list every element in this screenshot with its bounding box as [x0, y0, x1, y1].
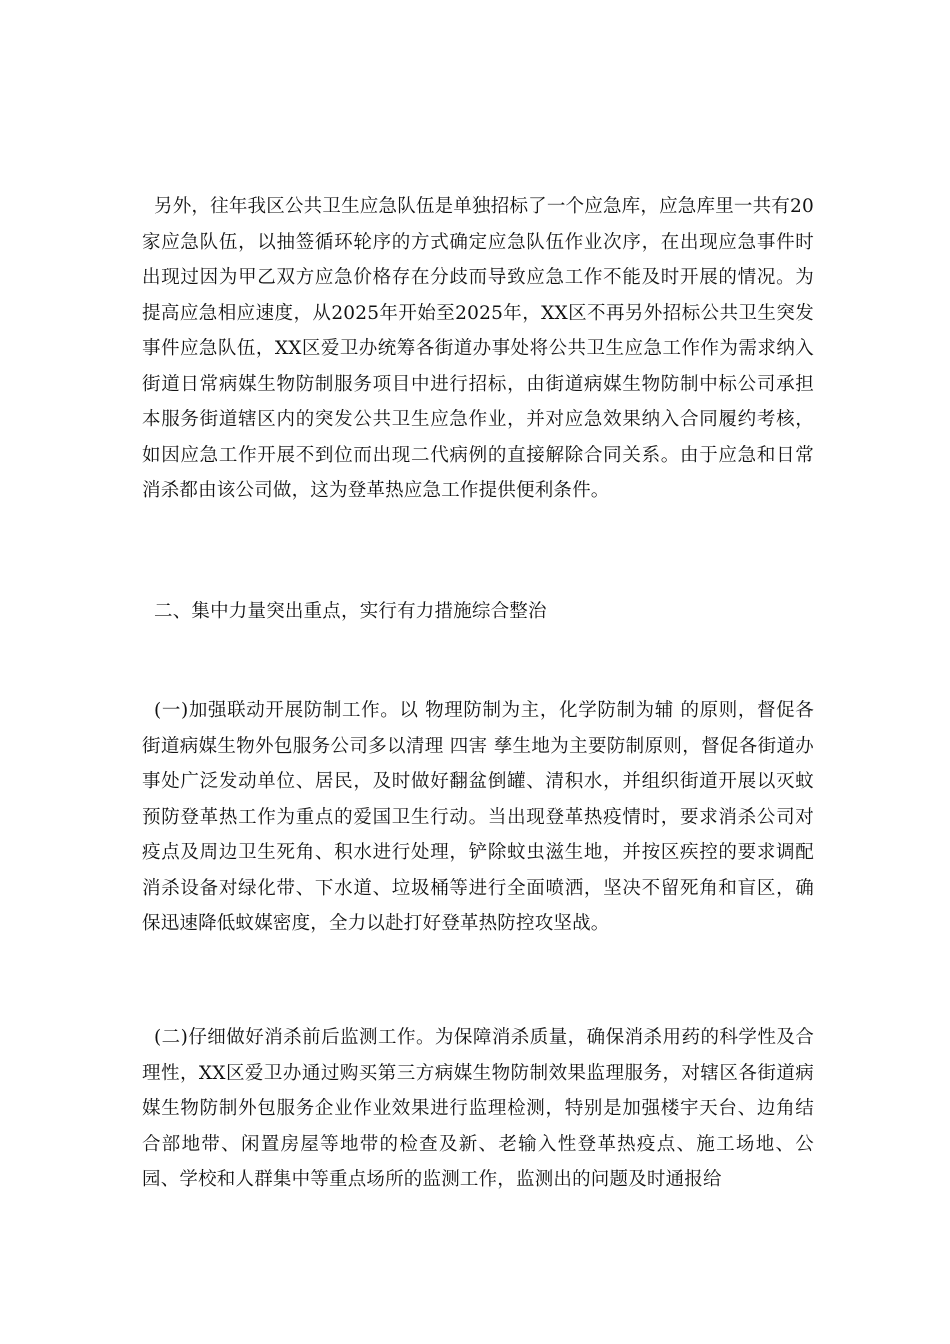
- paragraph-joint-control: (一)加强联动开展防制工作。以 物理防制为主，化学防制为辅 的原则，督促各街道病媒生物外包服务公司多以清理 四害 孳生地为主要防制原则，督促各街道办事处广泛发动单位、居民，及时做好翻盆倒罐、清积水，并组织街道开展以灭蚊预防登革热工作为重点的爱国卫生行动。当出现登革热疫情时，要求消杀公司对疫点及周边卫生死角、积水进行处理，铲除蚊虫滋生地，并按区疾控的要求调配消杀设备对绿化带、下水道、垃圾桶等进行全面喷洒，坚决不留死角和盲区，确保迅速降低蚊媒密度，全力以赴打好登革热防控攻坚战。: [142, 700, 814, 934]
- paragraph-emergency-team: 另外，往年我区公共卫生应急队伍是单独招标了一个应急库，应急库里一共有20家应急队伍，以抽签循环轮序的方式确定应急队伍作业次序，在出现应急事件时出现过因为甲乙双方应急价格存在分歧而导致应急工作不能及时开展的情况。为提高应急相应速度，从2025年开始至2025年，XX区不再另外招标公共卫生突发事件应急队伍，XX区爱卫办统筹各街道办事处将公共卫生应急工作作为需求纳入街道日常病媒生物防制服务项目中进行招标，由街道病媒生物防制中标公司承担本服务街道辖区内的突发公共卫生应急作业，并对应急效果纳入合同履约考核，如因应急工作开展不到位而出现二代病例的直接解除合同关系。由于应急和日常消杀都由该公司做，这为登革热应急工作提供便利条件。: [142, 196, 814, 501]
- section-heading-two: 二、集中力量突出重点，实行有力措施综合整治: [154, 601, 547, 622]
- paragraph-monitoring: (二)仔细做好消杀前后监测工作。为保障消杀质量，确保消杀用药的科学性及合理性，XX区爱卫办通过购买第三方病媒生物防制效果监理服务，对辖区各街道病媒生物防制外包服务企业作业效果进行监理检测，特别是加强楼宇天台、边角结合部地带、闲置房屋等地带的检查及新、老输入性登革热疫点、施工场地、公园、学校和人群集中等重点场所的监测工作，监测出的问题及时通报给: [142, 1027, 814, 1190]
